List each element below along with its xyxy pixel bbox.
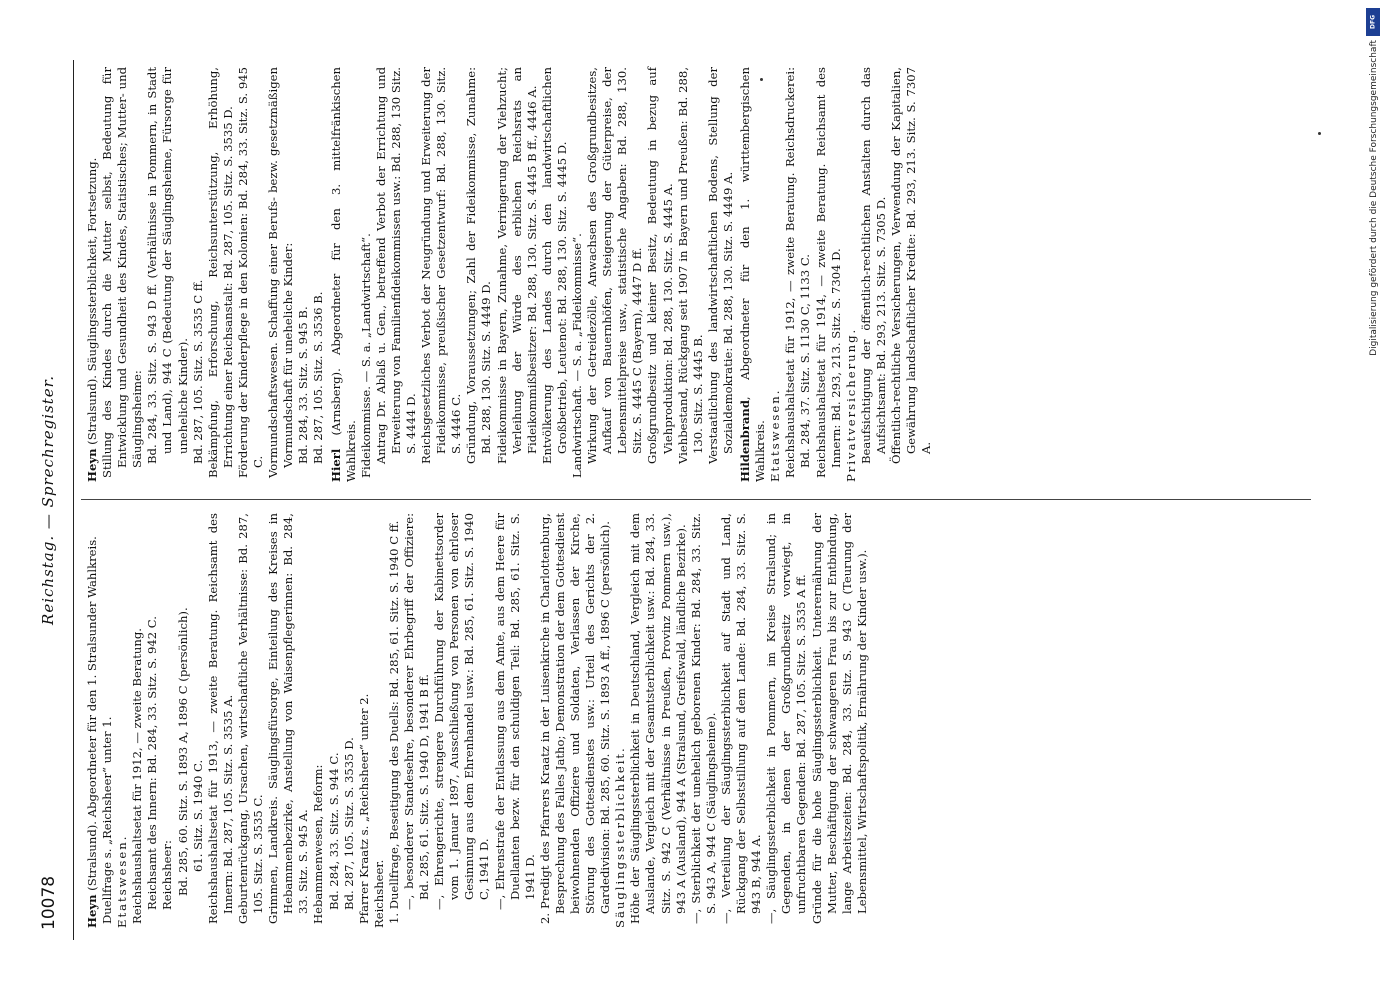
register-section-heading: Etatswesen. bbox=[115, 834, 130, 928]
register-entry: Reichshaushaltsetat für 1912, — zweite Beratung. bbox=[130, 628, 145, 924]
register-entry: Großgrundbesitz und kleiner Besitz, Bedeutung in bezug auf Viehproduktion: Bd. 288, 130. Sitz. S. 4445 A. bbox=[645, 67, 675, 464]
register-entry: Wirkung der Getreidezölle, Anwachsen des Großgrundbesitzes, Aufkauf von Bauernhöfen, Steigerung der Güterpreise, der Lebensmittelpreise usw., statistische Angaben: Bd. 288, 130. Sitz. S. 4445 C (Bayern), 4447 D ff. bbox=[585, 67, 645, 464]
register-entry: Gründe für die hohe Säuglingssterblichkeit. Unterernährung der Mutter, Beschäftigung der schwangeren Frau bis zur Entbindung, lange Arbeitszeiten: Bd. 284, 33. Sitz. S. 943 C (Teurung der Lebensmittel, Wirtschaftspolitik, Ernährung der Kinder usw.). bbox=[809, 513, 869, 924]
register-section-heading: Privatversicherung. bbox=[843, 327, 858, 482]
scan-speck bbox=[1318, 132, 1321, 135]
register-entry: —, Verteilung der Säuglingssterblichkeit auf Stadt und Land, Rückgang der Selbststillung auf dem Lande: Bd. 284, 33. Sitz. S. 943 B, 944 A. bbox=[718, 513, 764, 924]
register-entry: —, besonderer Standesehre, besonderer Ehrbegriff der Offiziere: Bd. 285, 61. Sitz. S. 1940 D, 1941 B ff. bbox=[401, 513, 432, 910]
register-entry-heading: Heyn (Stralsund). Abgeordneter für den 1. Stralsunder Wahlkreis. bbox=[85, 536, 99, 928]
register-entry: Hebammenwesen, Reform: bbox=[311, 764, 326, 924]
scan-speck bbox=[760, 78, 763, 81]
register-entry: Reichshaushaltsetat für 1912, — zweite Beratung. Reichsdruckerei: Bd. 284, 37. Sitz. S. 1130 C, 1133 C. bbox=[783, 67, 813, 478]
register-entry: Öffentlich-rechtliche Versicherungen, Verwendung der Kapitalien, Gewährung landschaftlicher Kredite: Bd. 293, 213. Sitz. S. 7307 A. bbox=[888, 67, 934, 464]
register-entry: Bd. 284, 33. Sitz. S. 945 B. bbox=[296, 306, 311, 464]
left-column bbox=[83, 513, 870, 928]
register-page bbox=[21, 30, 1361, 970]
register-entry: Landwirtschaft. — S. a. „Fideikommisse“. bbox=[570, 233, 584, 478]
register-entry: Grimmen, Landkreis. Säuglingsfürsorge, Einteilung des Kreises in Hebammenbezirke, Anstellung von Waisenpflegerinnen: Bd. 284, 33. Sitz. S. 945 A. bbox=[266, 513, 311, 924]
register-entry: —, Ehrengerichte, strengere Durchführung der Kabinettsorder vom 1. Januar 1897, Ausschließung von Personen von ehrloser Gesinnung aus dem Ehrenhandel usw.: Bd. 285, 61. Sitz. S. 1940 C, 1941 D. bbox=[432, 513, 492, 910]
register-entry: Bd. 287, 105. Sitz. S. 3536 B. bbox=[311, 291, 326, 464]
register-entry: Förderung der Kinderpflege in den Kolonien: Bd. 284, 33. Sitz. S. 945 C. bbox=[235, 67, 266, 478]
register-section-heading: Etatswesen. bbox=[768, 388, 783, 482]
register-entry: 1. Duellfrage, Beseitigung des Duells: Bd. 285, 61. Sitz. S. 1940 C ff. bbox=[386, 520, 401, 924]
register-entry: Verstaatlichung des landwirtschaftlichen Bodens, Stellung der Sozialdemokratie: Bd. 288, 130. Sitz. S. 4449 A. bbox=[705, 67, 735, 464]
page-number: 10078 bbox=[39, 875, 59, 930]
register-entry-heading: Heyn (Stralsund). Säuglingssterblichkeit, Fortsetzung. bbox=[85, 157, 99, 482]
register-entry: —, Sterblichkeit der unehelich geborenen Kinder: Bd. 284, 33. Sitz. S. 943 A, 944 C (Säuglingsheime). bbox=[688, 513, 718, 924]
register-entry: Bd. 287, 105. Sitz. S. 3535 D. bbox=[341, 737, 356, 910]
register-entry: Geburtenrückgang, Ursachen, wirtschaftliche Verhältnisse: Bd. 287, 105. Sitz. S. 3535 C. bbox=[235, 513, 266, 924]
register-entry: Duellfrage s. „Reichsheer“ unter 1. bbox=[100, 716, 115, 924]
dfg-logo-badge: DFG bbox=[1366, 8, 1380, 36]
register-entry: Bd. 284, 33. Sitz. S. 944 C. bbox=[326, 752, 341, 910]
register-entry: 61. Sitz. S. 1940 C. bbox=[190, 759, 205, 872]
register-entry: Fideikommisse in Bayern, Zunahme, Verringerung der Viehzucht; Verleihung der Würde des erblichen Reichsrats an Fideikommißbesitzer: Bd. 288, 130. Sitz. S. 4445 B ff., 4446 A. bbox=[494, 67, 539, 464]
register-entry: Pfarrer Kraatz s. „Reichsheer“ unter 2. bbox=[356, 693, 371, 924]
register-entry: Reichshaushaltsetat für 1914, — zweite Beratung. Reichsamt des Innern: Bd. 293, 213. Sitz. S. 7304 D. bbox=[813, 67, 843, 478]
header-rule bbox=[73, 60, 74, 940]
register-entry: —, Säuglingssterblichkeit in Pommern, im Kreise Stralsund; in Gegenden, in denen der Großgrundbesitz vorwiegt, in unfruchtbaren Gegenden: Bd. 287, 105. Sitz. S. 3535 A ff. bbox=[764, 513, 809, 924]
register-entry: Bekämpfung, Erforschung, Reichsunterstützung, Erhöhung, Errichtung einer Reichsanstalt: Bd. 287, 105. Sitz. S. 3535 D. bbox=[205, 67, 235, 478]
register-entry: Entvölkerung des Landes durch den landwirtschaftlichen Großbetrieb, Leutenot: Bd. 288, 130. Sitz. S. 4445 D. bbox=[539, 67, 569, 464]
register-entry: 2. Predigt des Pfarrers Kraatz in der Luisenkirche in Charlottenburg, Besprechung des Falles Jatho; Demonstration der dem Gottesdienst beiwohnenden Offiziere und Soldaten, Verlassen der Kirche, Störung des Gottesdienstes usw.: Urteil des Gerichts der 2. Gardedivision: Bd. 285, 60. Sitz. S. 1893 A ff., 1896 C (persönlich). bbox=[537, 513, 613, 924]
register-entry: Reichshaushaltsetat für 1913, — zweite Beratung. Reichsamt des Innern: Bd. 287, 105. Sitz. S. 3535 A. bbox=[205, 513, 235, 924]
register-entry: —, Ehrenstrafe der Entlassung aus dem Amte, aus dem Heere für Duellanten bezw. für den schuldigen Teil: Bd. 285, 61. Sitz. S. 1941 D. bbox=[492, 513, 537, 910]
right-column bbox=[83, 67, 934, 482]
register-entry: Bd. 287, 105. Sitz. S. 3535 C ff. bbox=[190, 279, 205, 464]
digitization-credit: Digitalisierung gefördert durch die Deutsche Forschungsgemeinschaft bbox=[1369, 40, 1379, 356]
page-header bbox=[21, 30, 71, 970]
register-entry: Antrag Dr. Ablaß u. Gen., betreffend Verbot der Errichtung und Erweiterung von Familienfideikommissen usw.: Bd. 288, 130 Sitz. S. 4444 D. bbox=[373, 67, 418, 464]
register-entry: Bd. 284, 33. Sitz. S. 943 D ff. (Verhältnisse in Pommern, in Stadt und Land), 944 C (Bedeutung der Säuglingsheime, Fürsorge für uneheliche Kinder). bbox=[145, 67, 190, 464]
register-entry-heading: Hildenbrand, Abgeordneter für den 1. württembergischen Wahlkreis. bbox=[738, 67, 768, 482]
register-entry: Höhe der Säuglingssterblichkeit in Deutschland, Vergleich mit dem Auslande, Vergleich mit der Gesamtsterblichkeit usw.: Bd. 284, 33. Sitz. S. 942 C (Verhältnisse in Preußen, Provinz Pommern usw.), 943 A (Ausland), 944 A (Stralsund, Greifswald, ländliche Bezirke). bbox=[628, 513, 688, 924]
register-entry: Reichsheer: bbox=[160, 840, 175, 910]
register-entry: Fideikommisse. — S. a. „Landwirtschaft“. bbox=[358, 233, 373, 478]
register-entry: Reichsgesetzliches Verbot der Neugründung und Erweiterung der Fideikommisse, preußischer Gesetzentwurf: Bd. 288, 130. Sitz. S. 4446 C. bbox=[419, 67, 464, 464]
register-entry: Gründung, Voraussetzungen; Zahl der Fideikommisse, Zunahme: Bd. 288, 130. Sitz. S. 4449 D. bbox=[464, 67, 494, 464]
register-section-heading: Säuglingssterblichkeit. bbox=[613, 746, 628, 928]
register-entry: Bd. 285, 60. Sitz. S. 1893 A, 1896 C (persönlich). bbox=[175, 607, 190, 896]
column-divider bbox=[81, 499, 1311, 500]
register-entry: Viehbestand, Rückgang seit 1907 in Bayern und Preußen: Bd. 288, 130. Sitz. S. 4445 B. bbox=[675, 67, 705, 464]
running-title: Reichstag. — Sprechregister. bbox=[39, 375, 57, 625]
register-entry: Reichsamt des Innern: Bd. 284, 33. Sitz. S. 942 C. bbox=[145, 616, 160, 910]
register-entry: Beaufsichtigung der öffentlich-rechtlichen Anstalten durch das Aufsichtsamt: Bd. 293, 213. Sitz. S. 7305 D. bbox=[858, 67, 888, 464]
register-entry-heading: Hierl (Arnsberg). Abgeordneter für den 3. mittelfränkischen Wahlkreis. bbox=[328, 67, 358, 482]
register-entry: Reichsheer. bbox=[371, 859, 386, 928]
register-entry: Vormundschaftswesen. Schaffung einer Berufs- bezw. gesetzmäßigen Vormundschaft für uneheliche Kinder: bbox=[266, 67, 296, 478]
register-entry: Stillung des Kindes durch die Mutter selbst, Bedeutung für Entwicklung und Gesundheit des Kindes, Statistisches; Mutter- und Säuglingsheime: bbox=[100, 67, 145, 478]
